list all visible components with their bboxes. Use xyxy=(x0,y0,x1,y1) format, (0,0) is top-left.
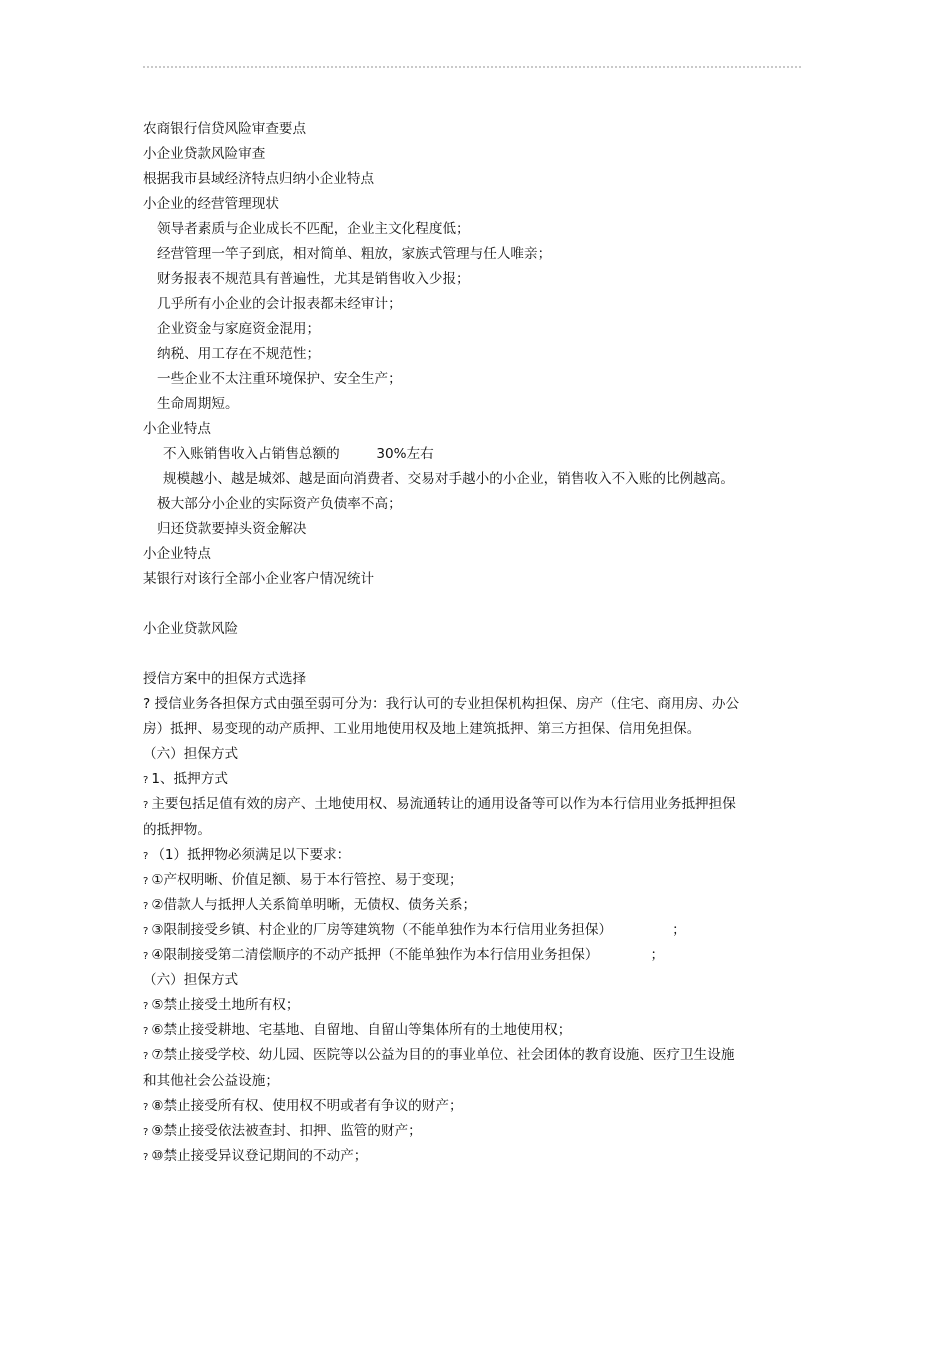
item-text: ⑥禁止接受耕地、宅基地、自留地、自留山等集体所有的土地使用权； xyxy=(151,1022,572,1038)
list-item xyxy=(143,1144,743,1169)
header-rule xyxy=(143,66,801,68)
list-item xyxy=(143,868,743,893)
bullet-marker: ? xyxy=(143,1051,149,1062)
section-heading: 根据我市县域经济特点归纳小企业特点 xyxy=(143,171,375,187)
bullet-marker: ? xyxy=(143,901,149,912)
bullet-marker: ? xyxy=(143,951,149,962)
list-item: 几乎所有小企业的会计报表都未经审计； xyxy=(157,296,402,312)
bullet-marker: ? xyxy=(143,1001,149,1012)
item-text: ①产权明晰、价值足额、易于本行管控、易于变现； xyxy=(151,872,463,888)
section-heading: 小企业的经营管理现状 xyxy=(143,196,279,212)
list-item xyxy=(143,993,743,1018)
bullet-marker: ? xyxy=(143,1026,149,1037)
bullet-marker: ? xyxy=(143,876,149,887)
list-item xyxy=(143,843,743,868)
list-item: 财务报表不规范具有普遍性，尤其是销售收入少报； xyxy=(157,271,470,287)
list-item: 极大部分小企业的实际资产负债率不高； xyxy=(157,496,402,512)
item-text: ②借款人与抵押人关系简单明晰，无债权、债务关系； xyxy=(151,897,477,913)
feature-value: 30%左右 xyxy=(376,446,434,462)
paragraph-text: 授信业务各担保方式由强至弱可分为：我行认可的专业担保机构担保、房产（住宅、商用房、办公房）抵押、易变现的动产质押、工业用地使用权及地上建筑抵押、第三方担保、信用免担保。 xyxy=(143,696,740,737)
section-heading: 小企业贷款风险 xyxy=(143,621,239,637)
list-item: 经营管理一竿子到底，相对简单、粗放，家族式管理与任人唯亲； xyxy=(157,246,552,262)
item-text: （1）抵押物必须满足以下要求： xyxy=(151,847,351,863)
item-text: ⑩禁止接受异议登记期间的不动产； xyxy=(151,1148,368,1164)
bullet-marker: ? xyxy=(143,800,149,811)
trailing-semicolon: ； xyxy=(650,947,665,963)
paragraph: 某银行对该行全部小企业客户情况统计 xyxy=(143,571,375,587)
bullet-marker: ? xyxy=(143,1102,149,1113)
feature-text: 不入账销售收入占销售总额的 xyxy=(163,446,340,462)
list-item xyxy=(143,1094,743,1119)
bullet-marker: ? xyxy=(143,775,149,786)
item-text: ⑦禁止接受学校、幼儿园、医院等以公益为目的的事业单位、社会团体的教育设施、医疗卫生设施和其他社会公益设施； xyxy=(143,1047,735,1089)
list-item: 一些企业不太注重环境保护、安全生产； xyxy=(157,371,402,387)
doc-title: 农商银行信贷风险审查要点 xyxy=(143,121,307,137)
item-text: ④限制接受第二清偿顺序的不动产抵押（不能单独作为本行信用业务担保） xyxy=(151,947,599,963)
bullet-marker: ? xyxy=(143,926,149,937)
list-item xyxy=(143,1018,743,1043)
item-text: ⑤禁止接受土地所有权； xyxy=(151,997,300,1013)
paragraph: 规模越小、越是城郊、越是面向消费者、交易对手越小的小企业，销售收入不入账的比例越高。 xyxy=(163,471,734,487)
list-item xyxy=(143,918,743,943)
section-heading: （六）担保方式 xyxy=(143,746,239,762)
bullet-marker: ? xyxy=(143,1127,149,1138)
list-item: 归还贷款要掉头资金解决 xyxy=(157,521,307,537)
section-heading: 授信方案中的担保方式选择 xyxy=(143,671,307,687)
list-item xyxy=(143,893,743,918)
paragraph xyxy=(143,792,743,843)
list-item: 企业资金与家庭资金混用； xyxy=(157,321,321,337)
list-item: 领导者素质与企业成长不匹配，企业主文化程度低； xyxy=(157,221,470,237)
item-text: 主要包括足值有效的房产、土地使用权、易流通转让的通用设备等可以作为本行信用业务抵押担保的抵押物。 xyxy=(143,796,736,838)
section-heading: 小企业贷款风险审查 xyxy=(143,146,266,162)
trailing-semicolon: ； xyxy=(672,922,686,938)
section-heading: 小企业特点 xyxy=(143,546,211,562)
list-item xyxy=(143,1043,743,1094)
item-text: ③限制接受乡镇、村企业的厂房等建筑物（不能单独作为本行信用业务担保） xyxy=(151,922,613,938)
bullet-marker: ? xyxy=(143,851,149,862)
document-body xyxy=(143,117,743,1169)
list-item xyxy=(143,767,743,792)
item-text: 1、抵押方式 xyxy=(151,771,228,787)
list-item: 生命周期短。 xyxy=(157,396,239,412)
bullet-marker: ? xyxy=(143,696,151,712)
list-item xyxy=(143,1119,743,1144)
list-item: 纳税、用工存在不规范性； xyxy=(157,346,321,362)
bullet-marker: ? xyxy=(143,1152,149,1163)
item-text: ⑨禁止接受依法被查封、扣押、监管的财产； xyxy=(151,1123,422,1139)
list-item xyxy=(143,943,743,968)
section-heading: （六）担保方式 xyxy=(143,972,239,988)
paragraph xyxy=(143,692,743,742)
list-item xyxy=(143,442,743,467)
item-text: ⑧禁止接受所有权、使用权不明或者有争议的财产； xyxy=(151,1098,463,1114)
section-heading: 小企业特点 xyxy=(143,421,211,437)
